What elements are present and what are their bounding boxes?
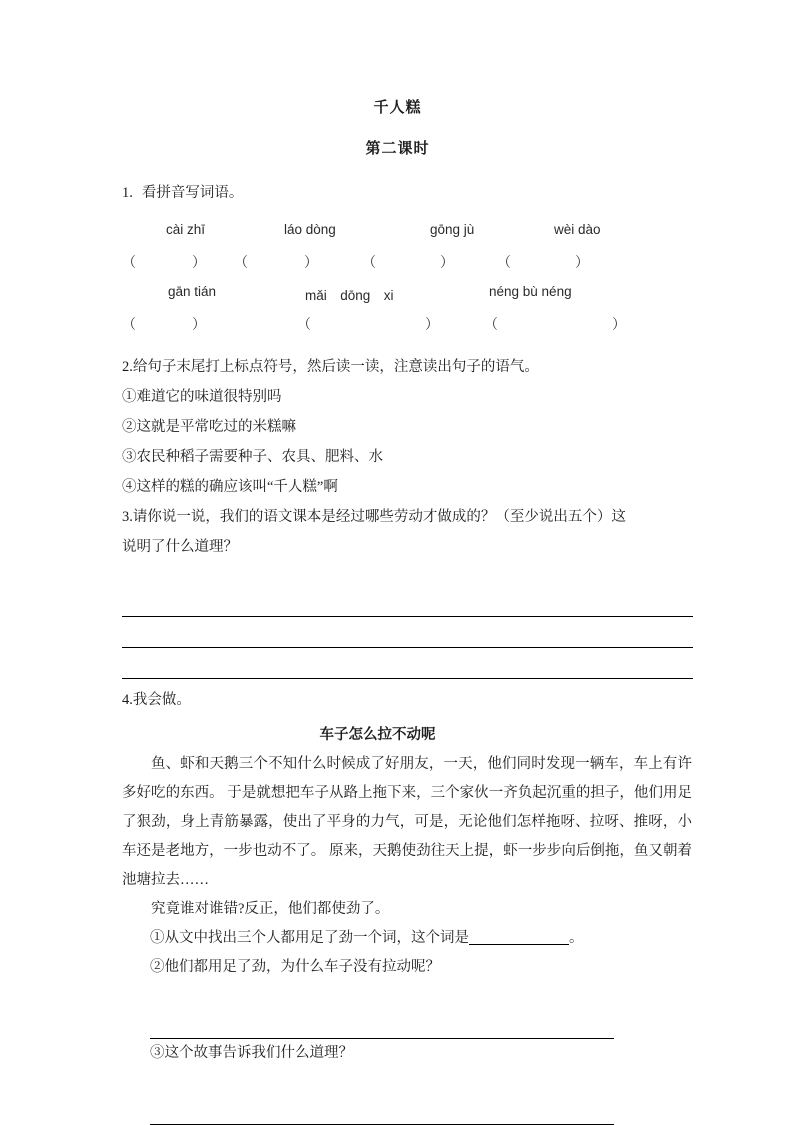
- pinyin-label-mai-dong-xi: mǎi dōng xi: [305, 288, 394, 303]
- pinyin-label-neng-bu-neng: néng bù néng: [489, 284, 572, 299]
- exercise-3-heading-line-1: 3.请你说一说，我们的语文课本是经过哪些劳动才做成的？（至少说出五个）这: [122, 509, 626, 525]
- answer-write-line[interactable]: [150, 1094, 614, 1125]
- pinyin-label-gong-ju: gōng jù: [430, 222, 475, 237]
- pinyin-row-2: [122, 284, 693, 314]
- answer-write-line[interactable]: [122, 648, 693, 679]
- answer-bracket-row-1: （ ） （ ） （ ） （ ）: [122, 256, 589, 271]
- pinyin-row-1: [122, 222, 693, 252]
- exercise-4-question-1: [122, 924, 693, 953]
- exercise-4-question-3: ③这个故事告诉我们什么道理？: [150, 1045, 353, 1061]
- exercise-2-item-3: ③农民种稻子需要种子、农具、肥料、水: [122, 449, 383, 465]
- exercise-3-answer-area[interactable]: [122, 586, 693, 679]
- exercise-4-question-1-period: 。: [569, 930, 584, 946]
- exercise-4-question-1-text: ①从文中找出三个人都用足了劲一个词，这个词是: [150, 930, 469, 946]
- page-subtitle: 第二课时: [365, 141, 430, 157]
- exercise-4-heading: 4.我会做。: [122, 692, 191, 708]
- passage-paragraph-1: 鱼、虾和天鹅三个不知什么时候成了好朋友，一天，他们同时发现一辆车，车上有许多好吃的东西。 于是就想把车子从路上拖下来，三个家伙一齐负起沉重的担子，他们用足了狠劲，身上青筋暴露，使出了平身的力气，可是，无论他们怎样拖呀、拉呀、推呀，小车还是老地方，一步也动不了。 原来，天鹅使劲往天上提，虾一步步向后倒拖，鱼又朝着池塘拉去……: [122, 756, 692, 888]
- inline-answer-blank[interactable]: [469, 944, 569, 945]
- answer-bracket-row-2: （ ） （ ） （ ）: [122, 318, 626, 333]
- pinyin-label-lao-dong: láo dòng: [284, 222, 336, 237]
- answer-write-line[interactable]: [122, 586, 693, 617]
- exercise-2-item-2: ②这就是平常吃过的米糕嘛: [122, 419, 296, 435]
- pinyin-label-cai-zhi: cài zhī: [166, 222, 206, 237]
- passage-title: 车子怎么拉不动呢: [319, 727, 436, 743]
- exercise-1-number: 1.: [122, 185, 133, 201]
- exercise-4-question-2: ②他们都用足了劲，为什么车子没有拉动呢？: [150, 959, 440, 975]
- passage-paragraph-2: 究竟谁对谁错?反正，他们都使劲了。: [151, 901, 390, 917]
- pinyin-label-gan-tian: gān tián: [168, 284, 217, 299]
- exercise-3-heading-line-2: 说明了什么道理？: [122, 539, 238, 555]
- exercise-2-heading: 2.给句子末尾打上标点符号，然后读一读，注意读出句子的语气。: [122, 359, 539, 375]
- pinyin-writing-table: [122, 222, 693, 346]
- exercise-2-item-4: ④这样的糕的确应该叫“千人糕”啊: [122, 479, 338, 495]
- pinyin-label-wei-dao: wèi dào: [554, 222, 601, 237]
- answer-write-line[interactable]: [122, 617, 693, 648]
- exercise-1-text: 看拼音写词语。: [141, 185, 244, 201]
- page-title: 千人糕: [373, 100, 422, 116]
- answer-write-line[interactable]: [150, 1008, 614, 1039]
- exercise-2-item-1: ①难道它的味道很特别吗: [122, 389, 282, 405]
- exercise-1-heading: [122, 178, 693, 208]
